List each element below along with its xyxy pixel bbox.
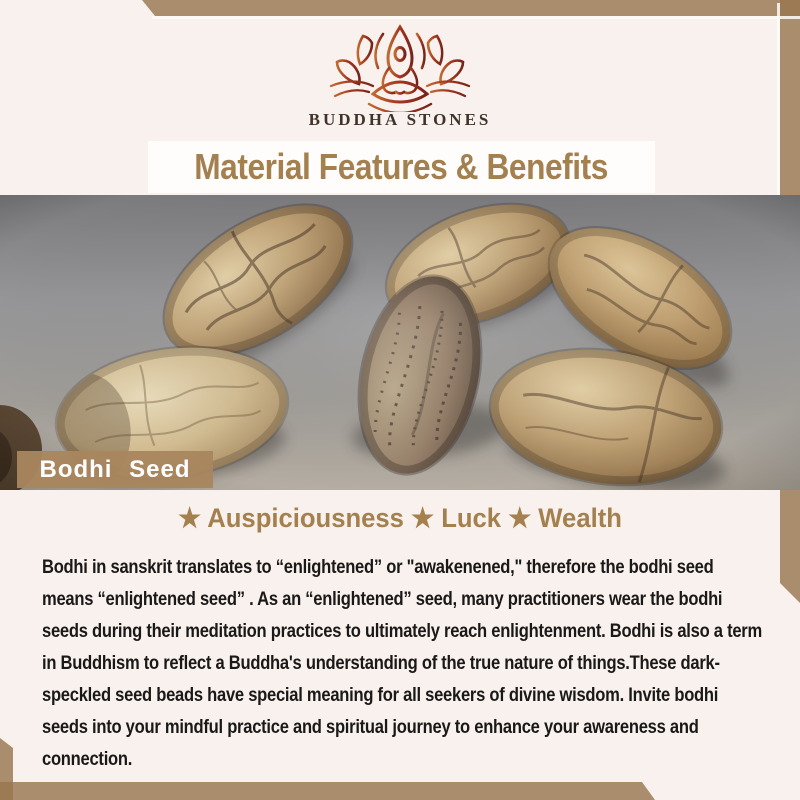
frame-inner-line-right bbox=[777, 3, 780, 195]
decorative-strip-bottom bbox=[0, 782, 655, 800]
photo-label-text: Bodhi Seed bbox=[39, 455, 191, 483]
frame-inner-line-top bbox=[152, 16, 800, 19]
benefits-line: ★ Auspiciousness ★ Luck ★ Wealth bbox=[178, 503, 622, 533]
photo-label-badge bbox=[17, 451, 213, 488]
section-title: Material Features & Benefits bbox=[194, 146, 609, 187]
lotus-meditation-icon bbox=[325, 24, 475, 112]
brand-name: BUDDHA STONES bbox=[308, 110, 492, 129]
description-paragraph: Bodhi in sanskrit translates to “enlightened” or "awakenened," therefore the bodhi seed means “enlightened seed” . As an “enlightened” seed, many practitioners wear the bodhi seeds during their meditation practices to ultimately reach enlightenment. Bodhi is also a term in Buddhism to reflect a Buddha's understanding of the true nature of things.These dark-speckled seed beads have special meaning for all seekers of divine wisdom. Invite bodhi seeds into your mindful practice and spiritual journey to enhance your awareness and connection. bbox=[42, 557, 762, 770]
section-banner bbox=[148, 141, 655, 193]
bodhi-seeds-photo bbox=[0, 195, 800, 490]
decorative-strip-left bbox=[0, 738, 13, 800]
decorative-strip-top bbox=[142, 0, 800, 16]
